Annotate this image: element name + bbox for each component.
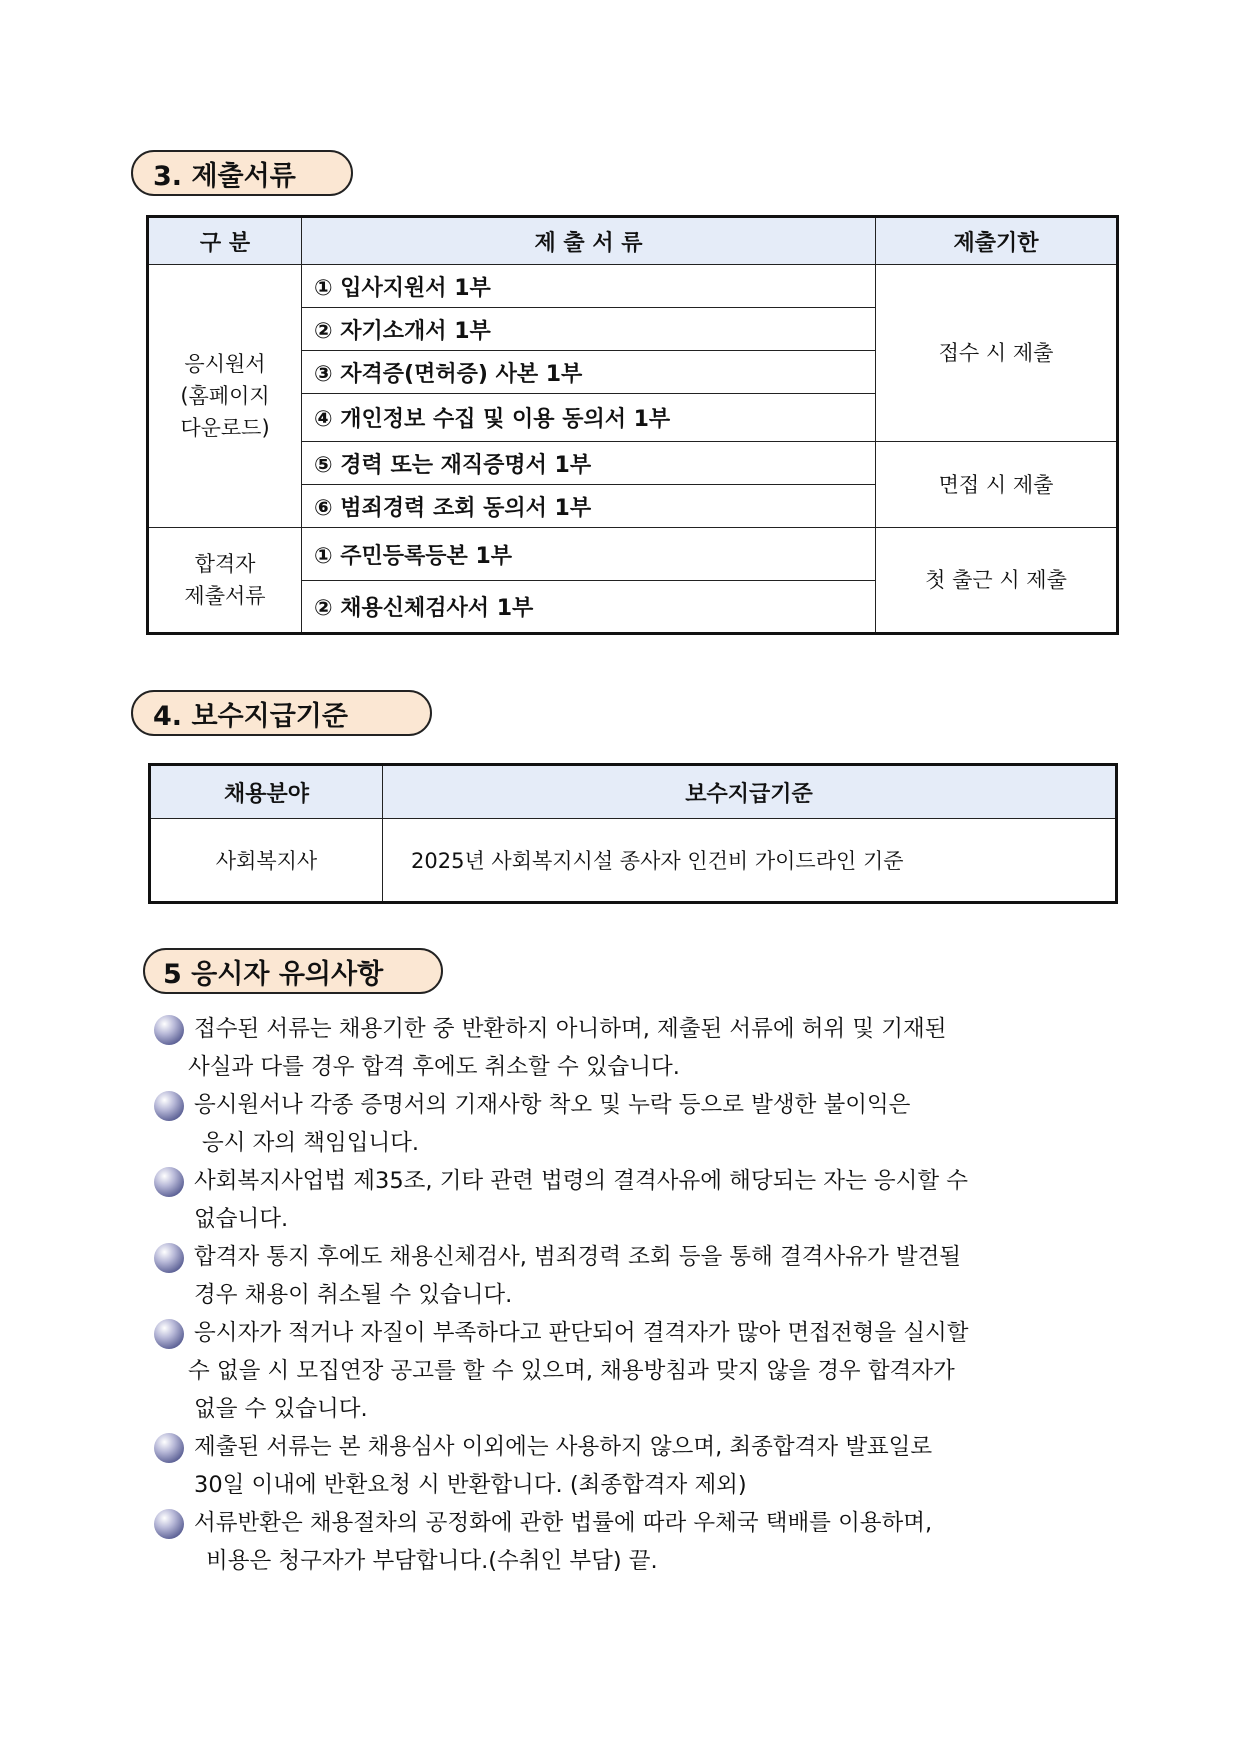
document-item: ④ 개인정보 수집 및 이용 동의서 1부: [302, 394, 876, 442]
documents-header-row: [148, 217, 1118, 265]
deadline-reception: 접수 시 제출: [876, 265, 1118, 442]
list-item: 사회복지사업법 제35조, 기타 관련 법령의 결격사유에 해당되는 자는 응시할 수 없습니다.: [152, 1162, 1052, 1238]
deadline-interview: 면접 시 제출: [876, 442, 1118, 528]
header-category: 구 분: [148, 217, 302, 265]
header-documents: 제 출 서 류: [302, 217, 876, 265]
field-value: 사회복지사: [150, 819, 383, 903]
standard-value: 2025년 사회복지시설 종사자 인건비 가이드라인 기준: [383, 819, 1117, 903]
bullet-icon: [154, 1319, 184, 1349]
document-item: ⑤ 경력 또는 재직증명서 1부: [302, 442, 876, 485]
deadline-first-day: 첫 출근 시 제출: [876, 528, 1118, 634]
document-item: ③ 자격증(면허증) 사본 1부: [302, 351, 876, 394]
bullet-icon: [154, 1243, 184, 1273]
header-standard: 보수지급기준: [383, 765, 1117, 819]
document-item: ① 입사지원서 1부: [302, 265, 876, 308]
header-deadline: 제출기한: [876, 217, 1118, 265]
document-item: ⑥ 범죄경력 조회 동의서 1부: [302, 485, 876, 528]
bullet-icon: [154, 1433, 184, 1463]
document-item: ② 채용신체검사서 1부: [302, 581, 876, 634]
category-application: 응시원서 (홈페이지 다운로드): [148, 265, 302, 528]
section-4-title: 4. 보수지급기준: [131, 690, 432, 736]
document-item: ② 자기소개서 1부: [302, 308, 876, 351]
header-field: 채용분야: [150, 765, 383, 819]
list-item: 제출된 서류는 본 채용심사 이외에는 사용하지 않으며, 최종합격자 발표일로 30일 이내에 반환요청 시 반환합니다. (최종합격자 제외): [152, 1428, 1052, 1504]
list-item: 접수된 서류는 채용기한 중 반환하지 아니하며, 제출된 서류에 허위 및 기재된 사실과 다를 경우 합격 후에도 취소할 수 있습니다.: [152, 1010, 1052, 1086]
list-item: 서류반환은 채용절차의 공정화에 관한 법률에 따라 우체국 택배를 이용하며, 비용은 청구자가 부담합니다.(수취인 부담) 끝.: [152, 1504, 1052, 1580]
list-item: 합격자 통지 후에도 채용신체검사, 범죄경력 조회 등을 통해 결격사유가 발견될 경우 채용이 취소될 수 있습니다.: [152, 1238, 1052, 1314]
documents-table: [146, 215, 1119, 635]
list-item: 응시자가 적거나 자질이 부족하다고 판단되어 결격자가 많아 면접전형을 실시할 수 없을 시 모집연장 공고를 할 수 있으며, 채용방침과 맞지 않을 경우 합격자가 없을 수 있습니다.: [152, 1314, 1052, 1428]
pay-standard-table: [148, 763, 1118, 904]
section-5-title: 5 응시자 유의사항: [143, 948, 443, 994]
bullet-icon: [154, 1509, 184, 1539]
section-3-title: 3. 제출서류: [131, 150, 353, 196]
list-item: 응시원서나 각종 증명서의 기재사항 착오 및 누락 등으로 발생한 불이익은 응시 자의 책임입니다.: [152, 1086, 1052, 1162]
bullet-icon: [154, 1167, 184, 1197]
document-item: ① 주민등록등본 1부: [302, 528, 876, 581]
bullet-icon: [154, 1091, 184, 1121]
bullet-icon: [154, 1015, 184, 1045]
category-successful-applicant: 합격자 제출서류: [148, 528, 302, 634]
notes-list: [152, 1010, 1052, 1580]
